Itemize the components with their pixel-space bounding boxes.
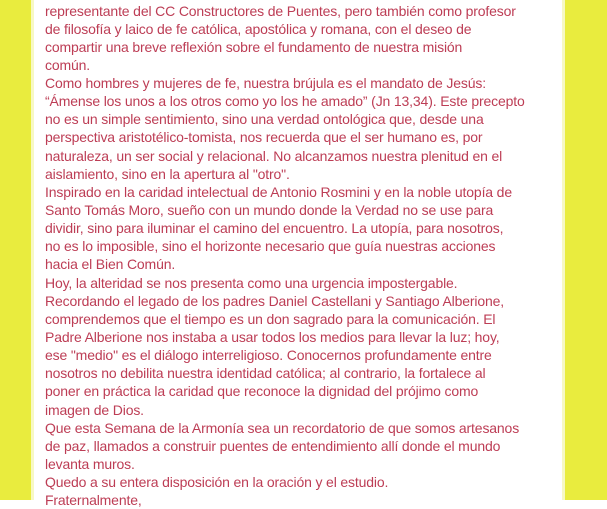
text-line: de paz, llamados a construir puentes de entendimiento allí donde el mundo [45,437,501,454]
left-accent-band [0,0,34,500]
letter-paragraph [45,419,562,473]
text-line: común. [45,56,91,73]
text-line: no es un simple sentimiento, sino una verdad ontológica que, desde una [45,111,484,128]
letter-paragraph [45,473,562,491]
text-line: Recordando el legado de los padres Daniel Castellani y Santiago Alberione, [45,292,504,309]
letter-paragraph [45,74,562,183]
letter-paragraph [45,183,562,274]
text-line: aislamiento, sino en la apertura al "otro". [45,165,290,182]
text-line: imagen de Dios. [45,401,144,418]
text-line: Fraternalmente, [45,492,142,509]
text-line: Como hombres y mujeres de fe, nuestra brújula es el mandato de Jesús: [45,75,486,92]
text-line: “Ámense los unos a los otros como yo los he amado” (Jn 13,34). Este precepto [45,93,525,110]
text-line: poner en práctica la caridad que reconoce la dignidad del prójimo como [45,383,479,400]
text-line: de filosofía y laico de fe católica, apostólica y romana, con el deseo de [45,20,472,37]
letter-paragraph [45,491,562,509]
text-line: Santo Tomás Moro, sueño con un mundo donde la Verdad no se use para [45,202,494,219]
text-line: Quedo a su entera disposición en la oración y el estudio. [45,474,389,491]
right-accent-band [562,0,607,500]
text-line: dividir, sino para iluminar el camino del encuentro. La utopía, para nosotros, [45,220,504,237]
text-line: Hoy, la alteridad se nos presenta como una urgencia impostergable. [45,274,458,291]
text-line: naturaleza, un ser social y relacional. No alcanzamos nuestra plenitud en el [45,147,503,164]
letter-paragraph [45,2,562,75]
text-line: perspectiva aristotélico-tomista, nos recuerda que el ser humano es, por [45,129,483,146]
text-line: Que esta Semana de la Armonía sea un recordatorio de que somos artesanos [45,419,520,436]
text-line: representante del CC Constructores de Puentes, pero también como profesor [45,2,516,19]
text-line: compartir una breve reflexión sobre el fundamento de nuestra misión [45,38,463,55]
text-line: levanta muros. [45,456,135,473]
letter-body [45,2,562,509]
text-line: hacia el Bien Común. [45,256,176,273]
text-line: comprendemos que el tiempo es un don sagrado para la comunicación. El [45,310,496,327]
text-line: ese "medio" es el diálogo interreligioso. Conocernos profundamente entre [45,347,492,364]
text-line: Padre Alberione nos instaba a usar todos los medios para llevar la luz; hoy, [45,329,500,346]
text-line: Inspirado en la caridad intelectual de Antonio Rosmini y en la noble utopía de [45,183,512,200]
text-line: nosotros no debilita nuestra identidad católica; al contrario, la fortalece al [45,365,486,382]
text-line: no es lo imposible, sino el horizonte necesario que guía nuestras acciones [45,238,496,255]
letter-paragraph [45,274,562,419]
